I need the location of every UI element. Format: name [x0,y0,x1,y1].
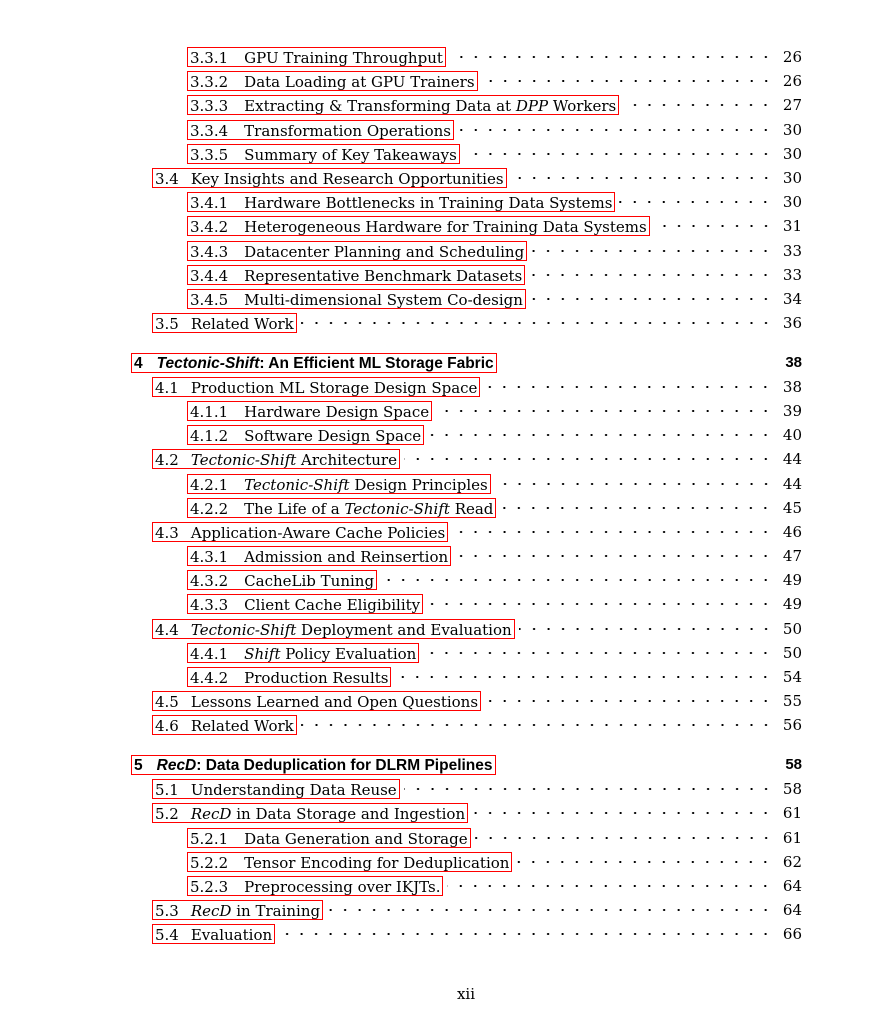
toc-row [0,498,892,520]
section-title: The Life of a Tectonic-Shift Read [244,500,494,518]
leader-dots [516,855,773,869]
page-ref: 26 [782,48,802,66]
toc-row [0,594,892,616]
section-number: 5.2 [155,805,179,823]
leader-dots [455,549,773,563]
toc-link-4-5[interactable] [152,691,481,711]
section-number: 4.2.2 [190,500,229,518]
toc-link-4[interactable] [131,353,497,373]
leader-dots [500,501,773,515]
section-number: 3.4.3 [190,243,229,261]
leader-dots [404,452,773,466]
section-title: Transformation Operations [244,122,451,140]
section-title: Related Work [190,315,294,333]
section-number: 5 [134,757,143,774]
toc-link-3-4-3[interactable] [187,241,527,261]
toc-row [0,120,892,142]
page-ref: 56 [782,716,802,734]
toc-row [0,643,892,665]
leader-dots [511,171,773,185]
section-title: Shift Policy Evaluation [244,645,417,663]
section-number: 4.3.3 [190,596,229,614]
toc-link-5-2-1[interactable] [187,828,471,848]
leader-dots [531,244,773,258]
section-number: 4.4 [155,621,179,639]
section-number: 3.3.5 [190,146,229,164]
toc-link-5-3[interactable] [152,900,323,920]
section-number: 3.4.1 [190,194,229,212]
toc-link-3-4-4[interactable] [187,265,525,285]
page-ref: 64 [782,901,802,919]
toc-row [0,779,892,801]
leader-dots [495,477,773,491]
section-title: Lessons Learned and Open Questions [190,693,479,711]
page-ref: 58 [785,756,802,773]
section-number: 3.4.4 [190,267,229,285]
page-ref: 27 [782,96,802,114]
page-ref: 58 [782,780,802,798]
page-ref: 61 [782,829,802,847]
leader-dots [395,670,773,684]
leader-dots [423,646,773,660]
section-title: Tectonic-Shift Architecture [190,451,397,469]
page-ref: 44 [782,475,802,493]
toc-row [0,755,892,777]
section-title: Understanding Data Reuse [190,781,397,799]
toc-row [0,241,892,263]
toc-row [0,71,892,93]
toc-row [0,828,892,850]
section-number: 4.2 [155,451,179,469]
page-ref: 30 [782,145,802,163]
toc-link-3-3-2[interactable] [187,71,478,91]
toc-link-5-4[interactable] [152,924,275,944]
toc-link-4-2[interactable] [152,449,400,469]
toc-link-3-4-1[interactable] [187,192,615,212]
leader-dots [464,147,773,161]
toc-link-3-3-5[interactable] [187,144,460,164]
leader-dots [450,50,773,64]
leader-dots [458,123,773,137]
section-title: Admission and Reinsertion [244,548,449,566]
section-title: Key Insights and Research Opportunities [190,170,504,188]
section-title: Extracting & Transforming Data at DPP Workers [244,97,617,115]
section-number: 3.4 [155,170,179,188]
page-ref: 26 [782,72,802,90]
section-title: GPU Training Throughput [244,49,443,67]
toc-row [0,570,892,592]
page-ref: 44 [782,450,802,468]
toc-row [0,313,892,335]
toc-row [0,619,892,641]
toc-link-3-5[interactable] [152,313,297,333]
leader-dots [529,268,773,282]
page-number: xii [456,985,476,1003]
leader-dots [475,831,773,845]
page-ref: 36 [782,314,802,332]
section-number: 4.3.1 [190,548,229,566]
page-ref: 39 [782,402,802,420]
section-title: Representative Benchmark Datasets [244,267,523,285]
leader-dots [619,195,773,209]
toc-link-5-2-3[interactable] [187,876,443,896]
section-number: 4.3 [155,524,179,542]
toc-row [0,377,892,399]
section-title: Production Results [244,669,389,687]
toc-row [0,401,892,423]
leader-dots [452,525,773,539]
leader-dots [404,782,773,796]
page-ref: 33 [782,266,802,284]
toc-link-5[interactable] [131,755,496,775]
page-ref: 50 [782,644,802,662]
toc-link-4-6[interactable] [152,715,297,735]
toc-row [0,425,892,447]
toc-row [0,522,892,544]
toc-link-3-4-2[interactable] [187,216,650,236]
page-ref: 64 [782,877,802,895]
leader-dots [472,806,773,820]
toc-row [0,803,892,825]
section-title: Hardware Bottlenecks in Training Data Systems [244,194,613,212]
leader-dots [428,428,773,442]
toc-link-4-4[interactable] [152,619,515,639]
page-ref: 55 [782,692,802,710]
section-number: 5.2.1 [190,830,229,848]
leader-dots [301,316,773,330]
toc-link-4-1-2[interactable] [187,425,424,445]
section-number: 4.1.1 [190,403,229,421]
section-number: 4.4.1 [190,645,229,663]
leader-dots [519,622,773,636]
section-number: 4.5 [155,693,179,711]
toc-link-3-3-1[interactable] [187,47,446,67]
toc-link-4-3-3[interactable] [187,594,423,614]
section-number: 3.4.2 [190,218,229,236]
toc-row [0,474,892,496]
section-title: Tectonic-Shift Deployment and Evaluation [190,621,512,639]
toc-link-4-2-1[interactable] [187,474,491,494]
section-title: Evaluation [190,926,273,944]
section-title: Application-Aware Cache Policies [190,524,446,542]
section-title: RecD in Data Storage and Ingestion [190,805,466,823]
leader-dots [279,927,773,941]
page-ref: 38 [782,378,802,396]
section-number: 3.3.4 [190,122,229,140]
toc-row [0,289,892,311]
toc-link-4-3[interactable] [152,522,448,542]
toc-row [0,876,892,898]
toc-row [0,691,892,713]
section-number: 3.3.3 [190,97,229,115]
toc-link-5-2-2[interactable] [187,852,512,872]
section-number: 5.2.3 [190,878,229,896]
leader-dots [436,404,773,418]
toc-link-3-4[interactable] [152,168,507,188]
section-number: 5.2.2 [190,854,229,872]
leader-dots [301,718,773,732]
section-number: 4.3.2 [190,572,229,590]
toc-link-3-4-5[interactable] [187,289,526,309]
page-ref: 54 [782,668,802,686]
toc-row [0,192,892,214]
page-ref: 34 [782,290,802,308]
toc-row [0,265,892,287]
toc-link-3-3-3[interactable] [187,95,619,115]
section-title: Datacenter Planning and Scheduling [244,243,525,261]
page-ref: 38 [785,354,802,371]
toc-row [0,144,892,166]
toc-row [0,924,892,946]
page-ref: 49 [782,595,802,613]
section-number: 4.2.1 [190,476,229,494]
toc-row [0,900,892,922]
section-number: 3.3.2 [190,73,229,91]
section-title: CacheLib Tuning [244,572,375,590]
section-number: 5.4 [155,926,179,944]
section-number: 4.1 [155,379,179,397]
leader-dots [530,292,773,306]
page-ref: 50 [782,620,802,638]
page-ref: 66 [782,925,802,943]
toc-row [0,546,892,568]
toc-link-3-3-4[interactable] [187,120,454,140]
toc-row [0,667,892,689]
section-title: Software Design Space [244,427,422,445]
toc-row [0,715,892,737]
section-title: Related Work [190,717,294,735]
section-title: Tectonic-Shift Design Principles [244,476,488,494]
section-title: Production ML Storage Design Space [190,379,478,397]
leader-dots [654,219,773,233]
section-title: Data Loading at GPU Trainers [244,73,475,91]
page-ref: 49 [782,571,802,589]
section-title: Summary of Key Takeaways [244,146,457,164]
page-ref: 47 [782,547,802,565]
leader-dots [485,694,773,708]
page-ref: 30 [782,121,802,139]
page-ref: 30 [782,169,802,187]
toc-row [0,47,892,69]
section-title: RecD in Training [190,902,321,920]
toc-link-4-2-2[interactable] [187,498,496,518]
section-title: Hardware Design Space [244,403,430,421]
leader-dots [484,380,773,394]
toc-link-4-4-2[interactable] [187,667,391,687]
toc-link-4-1-1[interactable] [187,401,432,421]
section-title: Preprocessing over IKJTs. [244,878,441,896]
section-title: Data Generation and Storage [244,830,468,848]
section-title: Tensor Encoding for Deduplication [244,854,510,872]
page-ref: 33 [782,242,802,260]
section-title: RecD: Data Deduplication for DLRM Pipelines [156,757,493,774]
page-ref: 40 [782,426,802,444]
section-number: 4.6 [155,717,179,735]
leader-dots [482,74,773,88]
section-number: 3.4.5 [190,291,229,309]
toc-row [0,852,892,874]
section-title: Heterogeneous Hardware for Training Data Systems [244,218,647,236]
toc-row [0,168,892,190]
page-ref: 31 [782,217,802,235]
page-ref: 61 [782,804,802,822]
section-number: 4.4.2 [190,669,229,687]
toc-row [0,95,892,117]
page-ref: 30 [782,193,802,211]
leader-dots [427,597,773,611]
page-ref: 62 [782,853,802,871]
toc-row [0,216,892,238]
toc-link-4-3-2[interactable] [187,570,377,590]
section-title: Tectonic-Shift: An Efficient ML Storage Fabric [156,355,494,372]
leader-dots [327,903,773,917]
section-number: 4.1.2 [190,427,229,445]
section-title: Client Cache Eligibility [244,596,421,614]
page-ref: 45 [782,499,802,517]
toc-link-4-3-1[interactable] [187,546,451,566]
page-ref: 46 [782,523,802,541]
toc-link-4-4-1[interactable] [187,643,419,663]
toc-row [0,353,892,375]
toc-link-4-1[interactable] [152,377,480,397]
section-number: 4 [134,355,143,372]
section-number: 3.3.1 [190,49,229,67]
section-number: 5.3 [155,902,179,920]
section-number: 3.5 [155,315,179,333]
toc-link-5-1[interactable] [152,779,400,799]
leader-dots [381,573,773,587]
leader-dots [623,98,773,112]
section-title: Multi-dimensional System Co-design [244,291,523,309]
section-number: 5.1 [155,781,179,799]
toc-link-5-2[interactable] [152,803,468,823]
toc-row [0,449,892,471]
leader-dots [447,879,773,893]
